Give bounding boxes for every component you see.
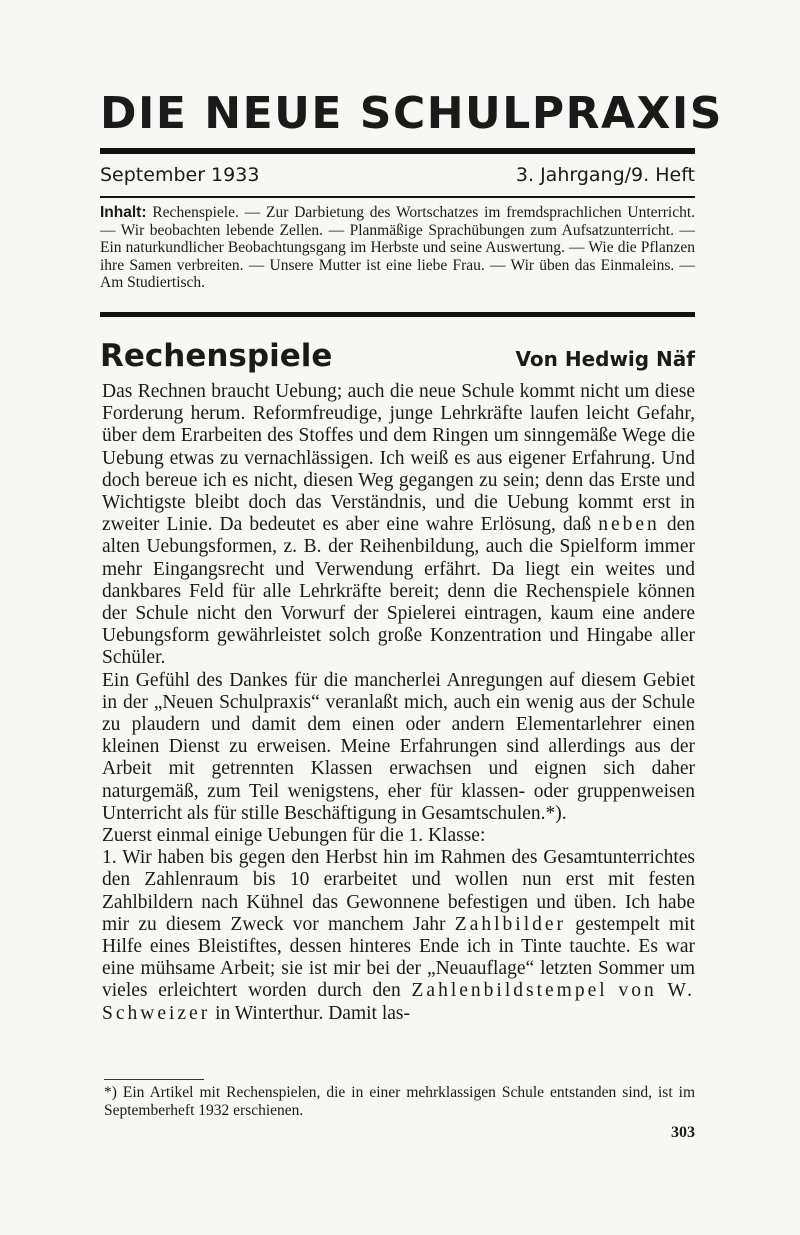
issue-info	[100, 162, 695, 188]
toc-rule	[100, 312, 695, 317]
issue-volume: 3. Jahrgang/9. Heft	[515, 164, 695, 186]
article-author: Von Hedwig Näf	[515, 347, 695, 371]
emphasis-zahlenbildstempel: Zahlenbildstempel	[411, 980, 608, 1002]
emphasis-neben: neben	[598, 514, 660, 536]
toc-label: Inhalt:	[100, 204, 147, 221]
article-header	[100, 338, 695, 374]
emphasis-schweizer: W. Schweizer	[102, 980, 695, 1024]
footnote-rule	[104, 1079, 204, 1080]
table-of-contents	[100, 204, 695, 292]
paragraph-4: 1. Wir haben bis gegen den Herbst hin im Rahmen des Gesamtunterrichtes den Zahlenraum bis 10 erarbeitet und wollen nun erst mit festen Zahlbildern nach Kühnel das Gewonnene befestigen und üben. Ich habe mir zu diesem Zweck vor manchem Jahr Zahlbilder gestempelt mit Hilfe eines Bleistiftes, dessen hinteres Ende ich in Tinte tauchte. Es war eine mühsame Arbeit; sie ist mir bei der „Neuauflage“ letzten Sommer um vieles erleichtert worden durch den Zahlenbildstempel von W. Schweizer in Winterthur. Damit las-	[102, 847, 695, 1024]
masthead-title: DIE NEUE SCHULPRAXIS	[100, 88, 723, 139]
emphasis-zahlbilder: Zahlbilder	[454, 913, 567, 935]
paragraph-3: Zuerst einmal einige Uebungen für die 1. Klasse:	[102, 825, 486, 847]
article-body	[102, 381, 695, 1025]
footnote: *) Ein Artikel mit Rechenspielen, die in einer mehrklassigen Schule entstanden sind, ist im Septemberheft 1932 erschienen.	[104, 1084, 695, 1119]
masthead-rule	[100, 148, 695, 154]
paragraph-1: Das Rechnen braucht Uebung; auch die neue Schule kommt nicht um diese Forderung herum. Reformfreudige, junge Lehrkräfte laufen leicht Gefahr, über dem Erarbeiten des Stoffes und dem Ringen um sinngemäße Wege die Uebung etwas zu vernachlässigen. Ich weiß es aus eigener Erfahrung. Und doch bereue ich es nicht, diesen Weg gegangen zu sein; denn das Erste und Wichtigste bleibt doch das Verständnis, und die Uebung kommt erst in zweiter Linie. Da bedeutet es aber eine wahre Erlösung, daß neben den alten Uebungsformen, z. B. der Reihenbildung, auch die Spielform immer mehr Eingangsrecht und Verwendung erfährt. Da liegt ein weites und dankbares Feld für alle Lehrkräfte bereit; denn die Rechenspiele können der Schule nicht den Vorwurf der Spielerei eintragen, kaum eine andere Uebungsform gewährleistet solch große Konzentration und Hingabe aller Schüler.	[102, 381, 696, 669]
toc-text: Rechenspiele. — Zur Darbietung des Wortschatzes im fremdsprachlichen Unterricht. — Wir beobachten lebende Zellen. — Planmäßige Sprachübungen zum Aufsatzunterricht. — Ein naturkundlicher Beobachtungsgang im Herbste und seine Auswertung. — Wie die Pflanzen ihre Samen verbreiten. — Unsere Mutter ist eine liebe Frau. — Wir üben das Einmaleins. — Am Studiertisch.	[100, 204, 696, 291]
paragraph-2: Ein Gefühl des Dankes für die mancherlei Anregungen auf diesem Gebiet in der „Neuen Schulpraxis“ veranlaßt mich, auch ein wenig aus der Schule zu plaudern und damit dem einen oder andern Elementarlehrer einen kleinen Dienst zu erweisen. Meine Erfahrungen sind allerdings aus der Arbeit mit getrennten Klassen erwachsen und eignen sich daher naturgemäß, zum Teil wenigstens, eher für klassen- oder gruppenweisen Unterricht als für stille Beschäftigung in Gesamtschulen.*).	[102, 669, 695, 824]
issue-rule	[100, 196, 695, 198]
issue-date: September 1933	[100, 164, 260, 186]
page-number: 303	[671, 1124, 695, 1141]
article-title: Rechenspiele	[100, 338, 333, 374]
